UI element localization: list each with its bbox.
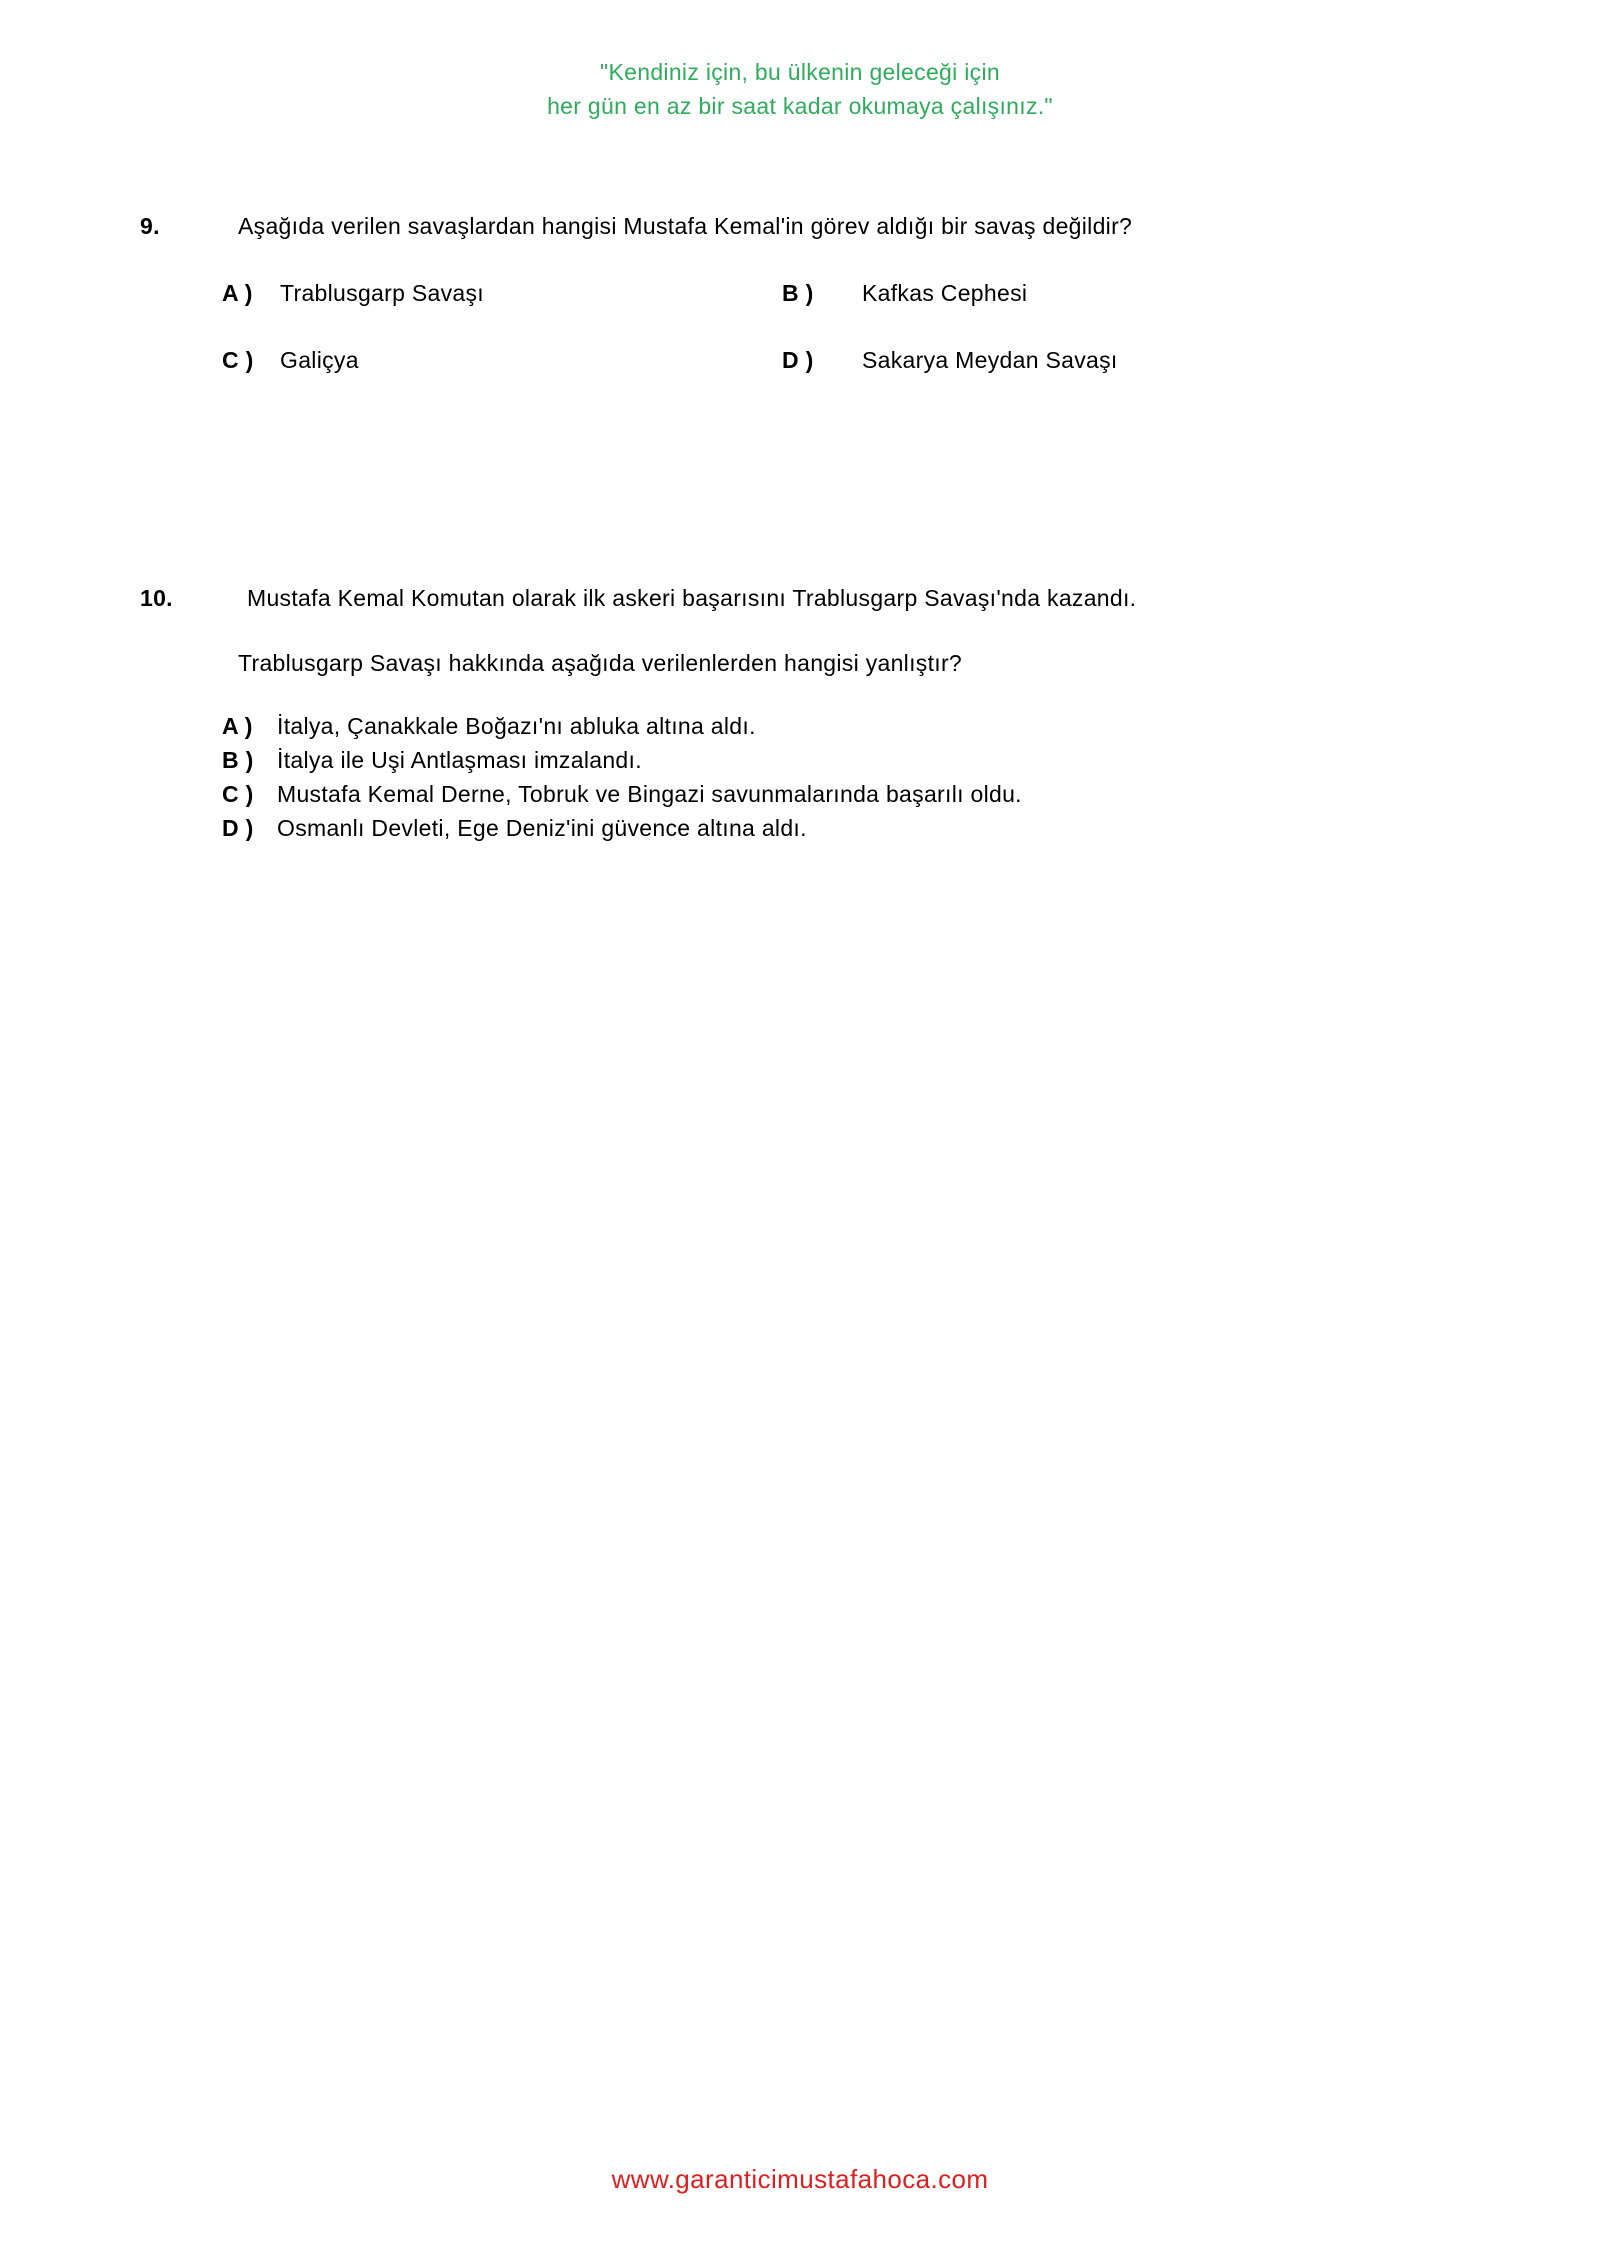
option-b-label: B ) (222, 747, 254, 773)
question-9-text: Aşağıda verilen savaşlardan hangisi Mustafa Kemal'in görev aldığı bir savaş değildir? (238, 213, 1133, 239)
question-9-option-c (222, 348, 359, 373)
question-9-option-b (782, 281, 1027, 306)
option-d-label: D ) (782, 347, 814, 373)
option-d-text: Osmanlı Devleti, Ege Deniz'ini güvence altına aldı. (277, 815, 807, 841)
option-a-text: Trablusgarp Savaşı (280, 280, 484, 306)
header-quote (0, 55, 1600, 123)
footer (0, 2165, 1600, 2194)
quote-line-2: her gün en az bir saat kadar okumaya çalışınız." (547, 93, 1053, 119)
option-b-text: İtalya ile Uşi Antlaşması imzalandı. (277, 747, 642, 773)
option-d-label: D ) (222, 815, 254, 841)
question-10-number: 10. (140, 585, 173, 611)
question-9-option-a (222, 281, 484, 306)
question-10-intro: Mustafa Kemal Komutan olarak ilk askeri başarısını Trablusgarp Savaşı'nda kazandı. (247, 585, 1137, 611)
option-c-label: C ) (222, 781, 254, 807)
option-b-label: B ) (782, 280, 814, 306)
option-d-text: Sakarya Meydan Savaşı (862, 347, 1118, 373)
option-a-label: A ) (222, 713, 253, 739)
question-9-option-d (782, 348, 1118, 373)
option-c-text: Mustafa Kemal Derne, Tobruk ve Bingazi savunmalarında başarılı oldu. (277, 781, 1022, 807)
question-9-number: 9. (140, 213, 160, 239)
question-10-option-c (222, 782, 1022, 807)
question-10-option-a (222, 714, 756, 739)
footer-url: www.garanticimustafahoca.com (611, 2164, 989, 2194)
question-10-option-d (222, 816, 807, 841)
option-c-text: Galiçya (280, 347, 359, 373)
option-a-text: İtalya, Çanakkale Boğazı'nı abluka altına aldı. (277, 713, 756, 739)
option-c-label: C ) (222, 347, 254, 373)
question-10-option-b (222, 748, 642, 773)
option-b-text: Kafkas Cephesi (862, 280, 1028, 306)
quote-line-1: "Kendiniz için, bu ülkenin geleceği için (600, 59, 1000, 85)
question-10-text: Trablusgarp Savaşı hakkında aşağıda verilenlerden hangisi yanlıştır? (238, 650, 963, 676)
option-a-label: A ) (222, 280, 253, 306)
